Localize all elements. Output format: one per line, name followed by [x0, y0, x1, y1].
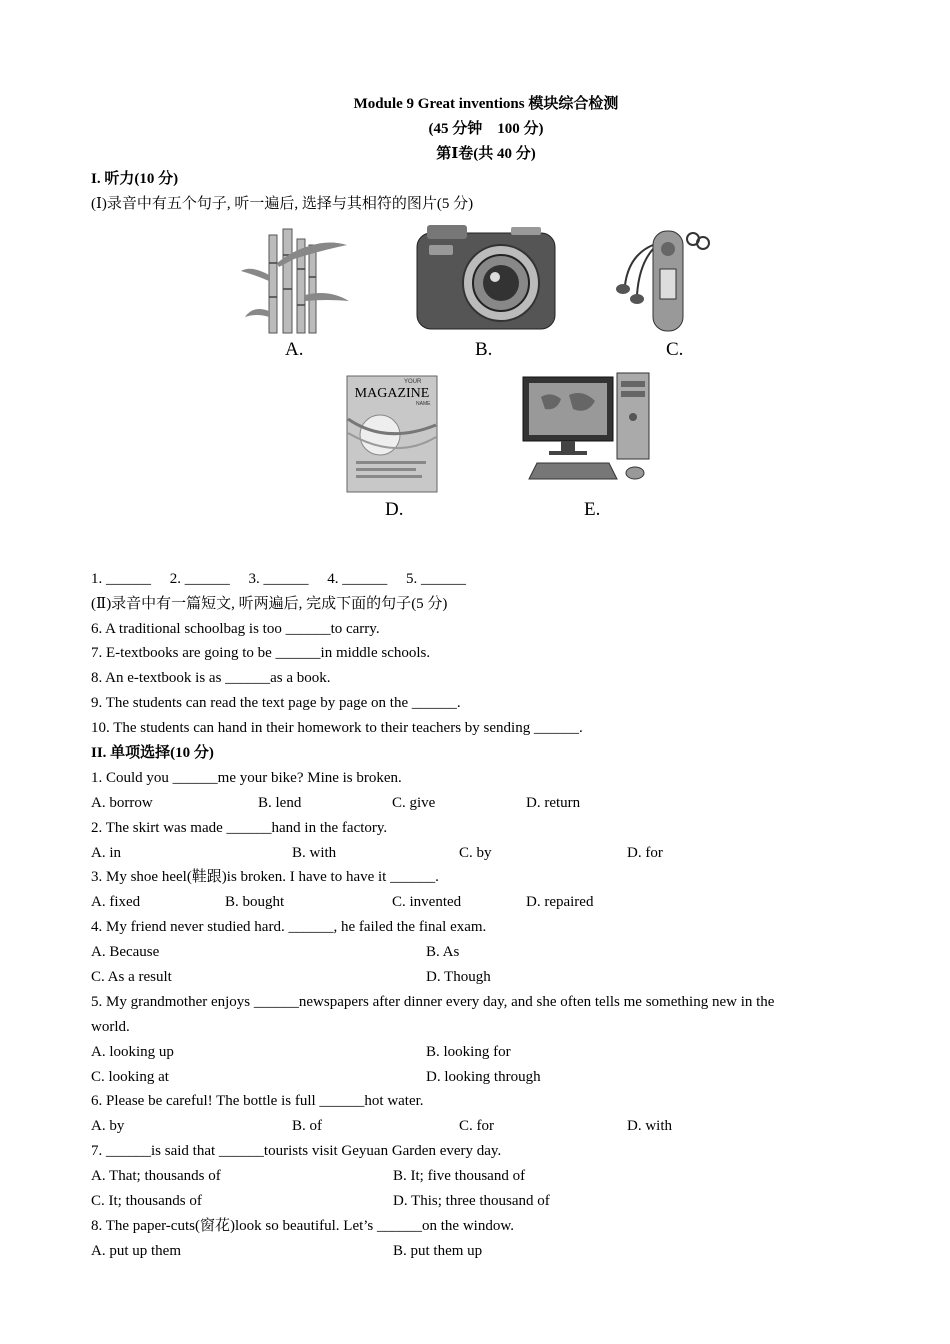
question-7-options [91, 1189, 881, 1214]
question-4-options [91, 940, 881, 965]
question-8: 8. The paper-cuts(窗花)look so beautiful. Let’s ______on the window. [91, 1217, 514, 1234]
option: B. with [292, 844, 337, 861]
exam-time-score: (45 分钟 100 分) [428, 121, 544, 137]
question-2: 2. The skirt was made ______hand in the factory. [91, 819, 388, 836]
camera-icon [415, 223, 557, 331]
option: D. with [627, 1118, 672, 1135]
computer-icon [521, 371, 653, 487]
option: D. This; three thousand of [393, 1193, 550, 1210]
magazine-cover-sub-text: NAME [416, 400, 431, 407]
option: D. Though [426, 969, 491, 986]
magazine-icon [346, 375, 438, 493]
picture-label-e: E. [584, 498, 601, 520]
option: A. looking up [91, 1043, 174, 1060]
question-3-options [91, 890, 881, 915]
magazine-cover-title: MAGAZINE [354, 385, 430, 401]
option: B. It; five thousand of [393, 1168, 526, 1185]
listening-sentence: 6. A traditional schoolbag is too ______to carry. [91, 620, 380, 637]
picture-label-a: A. [285, 338, 304, 360]
exam-title: Module 9 Great inventions 模块综合检测 [353, 96, 619, 112]
option: A. in [91, 844, 121, 861]
option: B. put them up [393, 1242, 483, 1259]
question-2-options [91, 841, 881, 866]
question-5: 5. My grandmother enjoys ______newspapers after dinner every day, and she often tells me something new in the [91, 993, 775, 1010]
question-1: 1. Could you ______me your bike? Mine is broken. [91, 769, 402, 786]
option: A. fixed [91, 894, 141, 911]
option: B. lend [258, 794, 302, 811]
listening-sentence: 7. E-textbooks are going to be ______in middle schools. [91, 645, 431, 662]
option: A. That; thousands of [91, 1168, 221, 1185]
option: B. As [426, 944, 460, 961]
question-5-continued: world. [91, 1018, 130, 1035]
option: C. invented [392, 894, 462, 911]
magazine-cover-small-text: YOUR [404, 378, 422, 385]
question-4-options [91, 965, 881, 990]
option: B. bought [225, 894, 285, 911]
listening-part1-instruction: (Ⅰ)录音中有五个句子, 听一遍后, 选择与其相符的图片(5 分) [91, 195, 474, 212]
question-7: 7. ______is said that ______tourists visit Geyuan Garden every day. [91, 1143, 502, 1160]
question-1-options [91, 791, 881, 816]
question-8-options [91, 1239, 881, 1264]
option: D. repaired [526, 894, 594, 911]
picture-options [91, 219, 881, 561]
bamboo-icon [239, 225, 357, 337]
question-5-options [91, 1040, 881, 1065]
listening-sentence: 10. The students can hand in their homework to their teachers by sending ______. [91, 720, 583, 737]
picture-label-b: B. [475, 338, 493, 360]
question-6-options [91, 1114, 881, 1139]
option: C. by [459, 844, 492, 861]
exam-page [91, 92, 881, 1264]
option: A. borrow [91, 794, 153, 811]
question-6: 6. Please be careful! The bottle is full ______hot water. [91, 1093, 424, 1110]
option: D. looking through [426, 1068, 541, 1085]
picture-label-d: D. [385, 498, 404, 520]
option: C. As a result [91, 969, 172, 986]
option: C. It; thousands of [91, 1193, 202, 1210]
answer-blanks: 1. ______ 2. ______ 3. ______ 4. ______ 5. ______ [91, 570, 467, 587]
option: D. return [526, 794, 581, 811]
option: A. put up them [91, 1242, 181, 1259]
question-5-options [91, 1065, 881, 1090]
option: B. of [292, 1118, 322, 1135]
option: A. Because [91, 944, 160, 961]
listening-heading: I. 听力(10 分) [91, 171, 179, 187]
exam-volume: 第Ⅰ卷(共 40 分) [436, 146, 536, 162]
option: C. looking at [91, 1068, 169, 1085]
choice-heading: II. 单项选择(10 分) [91, 745, 214, 762]
listening-part2-instruction: (Ⅱ)录音中有一篇短文, 听两遍后, 完成下面的句子(5 分) [91, 595, 448, 612]
listening-sentence: 8. An e-textbook is as ______as a book. [91, 670, 331, 687]
picture-label-c: C. [666, 338, 684, 360]
option: C. for [459, 1118, 494, 1135]
option: A. by [91, 1118, 125, 1135]
question-7-options [91, 1164, 881, 1189]
listening-sentence: 9. The students can read the text page by page on the ______. [91, 695, 461, 712]
question-3: 3. My shoe heel(鞋跟)is broken. I have to have it ______. [91, 869, 439, 886]
option: D. for [627, 844, 663, 861]
option: B. looking for [426, 1043, 511, 1060]
question-4: 4. My friend never studied hard. ______, he failed the final exam. [91, 919, 487, 936]
option: C. give [392, 794, 436, 811]
mp3-player-icon [609, 225, 713, 333]
